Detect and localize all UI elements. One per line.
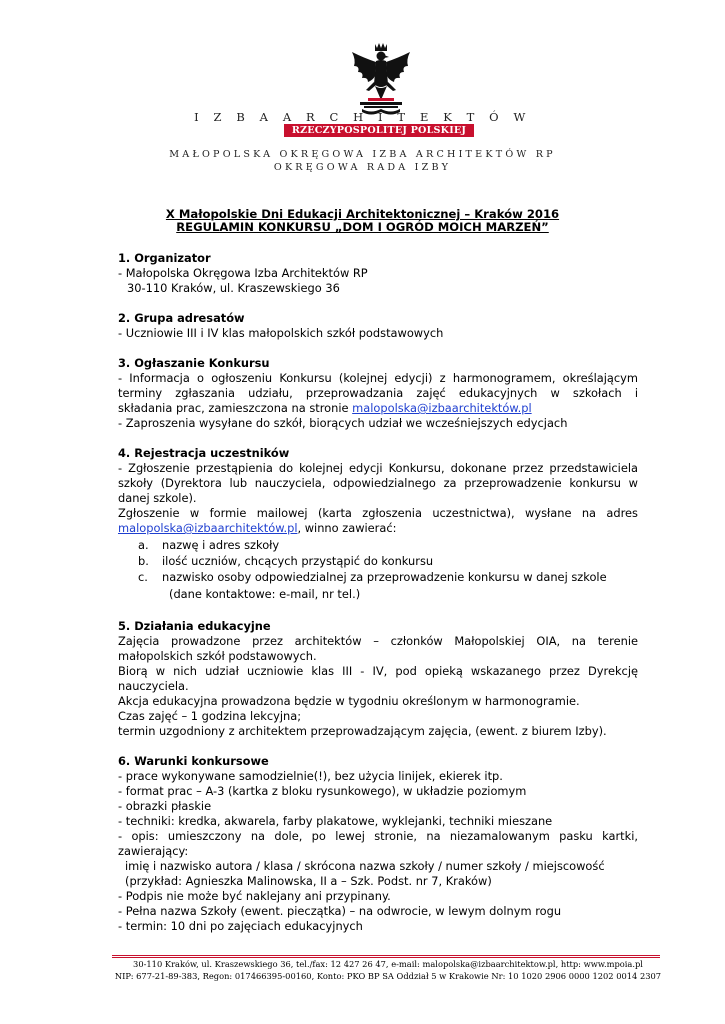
text-line: - Informacja o ogłoszeniu Konkursu (kolejnej edycji) z harmonogramem, określającym [118, 371, 638, 385]
text-line: nauczyciela. [118, 679, 189, 693]
text-line: - Zaproszenia wysyłane do szkół, biorących udział we wcześniejszych edycjach [118, 416, 568, 430]
text-line: - obrazki płaskie [118, 799, 212, 813]
text-line: - format prac – A-3 (kartka z bloku rysunkowego), w układzie poziomym [118, 784, 527, 798]
regulations-body [118, 251, 638, 949]
text-line: - termin: 10 dni po zajęciach edukacyjnych [118, 919, 363, 933]
section-heading: 2. Grupa adresatów [118, 311, 245, 325]
rzeczypospolitej-banner: RZECZYPOSPOLITEJ POLSKIEJ [284, 124, 474, 137]
text-fragment: , winno zawierać: [297, 521, 397, 535]
list-item [118, 537, 638, 553]
text-line: - Uczniowie III i IV klas małopolskich szkół podstawowych [118, 326, 444, 340]
section-organizer [118, 251, 638, 296]
text-line: - techniki: kredka, akwarela, farby plakatowe, wyklejanki, techniki mieszane [118, 814, 553, 828]
text-line: Zajęcia prowadzone przez architektów – członków Małopolskiej OIA, na terenie [118, 634, 638, 648]
footer-divider [112, 957, 660, 958]
footer-divider [112, 955, 660, 956]
text-fragment: składania prac, zamieszczona na stronie [118, 401, 353, 415]
text-line: 30-110 Kraków, ul. Kraszewskiego 36 [127, 281, 340, 295]
text-line: - Pełna nazwa Szkoły (ewent. pieczątka) – na odwrocie, w lewym dolnym rogu [118, 904, 562, 918]
document-title: X Małopolskie Dni Edukacji Architektonicznej – Kraków 2016 [165, 207, 560, 221]
text-line: - Podpis nie może być naklejany ani przypinany. [118, 889, 391, 903]
organization-name: MAŁOPOLSKA OKRĘGOWA IZBA ARCHITEKTÓW RP [169, 149, 556, 160]
section-announcement [118, 356, 638, 431]
list-marker: b. [138, 554, 149, 568]
list-item [118, 569, 638, 585]
document-subtitle: REGULAMIN KONKURSU „DOM I OGRÓD MOICH MARZEŃ” [176, 220, 549, 234]
text-line: terminy zgłaszania udziału, przeprowadzania zajęć edukacyjnych w szkołach i [118, 386, 638, 400]
section-heading: 3. Ogłaszanie Konkursu [118, 356, 270, 370]
list-marker: a. [138, 538, 149, 552]
text-line: termin uzgodniony z architektem przeprowadzającym zajęcia, (ewent. z biurem Izby). [118, 724, 607, 738]
text-line: małopolskich szkół podstawowych. [118, 649, 317, 663]
text-line: - prace wykonywane samodzielnie(!), bez użycia linijek, ekierek itp. [118, 769, 503, 783]
contact-note: (dane kontaktowe: e-mail, nr tel.) [169, 587, 361, 601]
text-line [118, 401, 638, 416]
email-link[interactable]: malopolska@izbaarchitektów.pl [352, 401, 532, 415]
email-link[interactable]: malopolska@izbaarchitektów.pl [118, 521, 298, 535]
list-item-text: ilość uczniów, chcących przystąpić do konkursu [162, 554, 434, 568]
list-item-text: nazwę i adres szkoły [162, 538, 280, 552]
list-marker: c. [138, 570, 148, 584]
text-line: szkoły (Dyrektora lub nauczyciela, odpowiedzialnego za przeprowadzenie konkursu w [118, 476, 638, 490]
section-heading: 1. Organizator [118, 251, 211, 265]
section-heading: 5. Działania edukacyjne [118, 619, 271, 633]
text-line: (przykład: Agnieszka Malinowska, II a – Szk. Podst. nr 7, Kraków) [125, 874, 492, 888]
text-line: - opis: umieszczony na dole, po lewej stronie, na niezamalowanym pasku kartki, [118, 829, 638, 843]
section-heading: 4. Rejestracja uczestników [118, 446, 290, 460]
text-line: zawierający: [118, 844, 189, 858]
text-line: Czas zajęć – 1 godzina lekcyjna; [118, 709, 302, 723]
footer-registration-line: NIP: 677-21-89-383, Regon: 017466395-00160, Konto: PKO BP SA Oddział 5 w Krakowie Nr: 10 1020 2906 0000 1202 0014 2307 [114, 971, 662, 981]
application-contents-list [118, 537, 638, 585]
text-line: Akcja edukacyjna prowadzona będzie w tygodniu określonym w harmonogramie. [118, 694, 580, 708]
text-line: - Zgłoszenie przestąpienia do kolejnej edycji Konkursu, dokonane przez przedstawiciela [118, 461, 638, 475]
text-line: Biorą w nich udział uczniowie klas III - IV, pod opieką wskazanego przez Dyrekcję [118, 664, 638, 678]
text-line: danej szkole). [118, 491, 197, 505]
text-line: imię i nazwisko autora / klasa / skrócona nazwa szkoły / numer szkoły / miejscowość [125, 859, 605, 873]
text-line [118, 521, 638, 536]
list-item-text: nazwisko osoby odpowiedzialnej za przeprowadzenie konkursu w danej szkole [162, 570, 607, 584]
section-heading: 6. Warunki konkursowe [118, 754, 269, 768]
section-target-group [118, 311, 638, 341]
section-registration [118, 446, 638, 604]
council-name: OKRĘGOWA RADA IZBY [273, 162, 452, 173]
text-line: Zgłoszenie w formie mailowej (karta zgłoszenia uczestnictwa), wysłane na adres [118, 506, 638, 520]
list-item [118, 553, 638, 569]
footer-contact-line: 30-110 Kraków, ul. Kraszewskiego 36, tel./fax: 12 427 26 47, e-mail: malopolska@izbaarchitektow.pl, http: www.mpoia.pl [133, 959, 643, 969]
section-educational-activities [118, 619, 638, 739]
section-competition-rules [118, 754, 638, 934]
izba-architektow-title: I Z B A A R C H I T E K T Ó W [194, 110, 531, 124]
text-line: - Małopolska Okręgowa Izba Architektów RP [118, 266, 368, 280]
